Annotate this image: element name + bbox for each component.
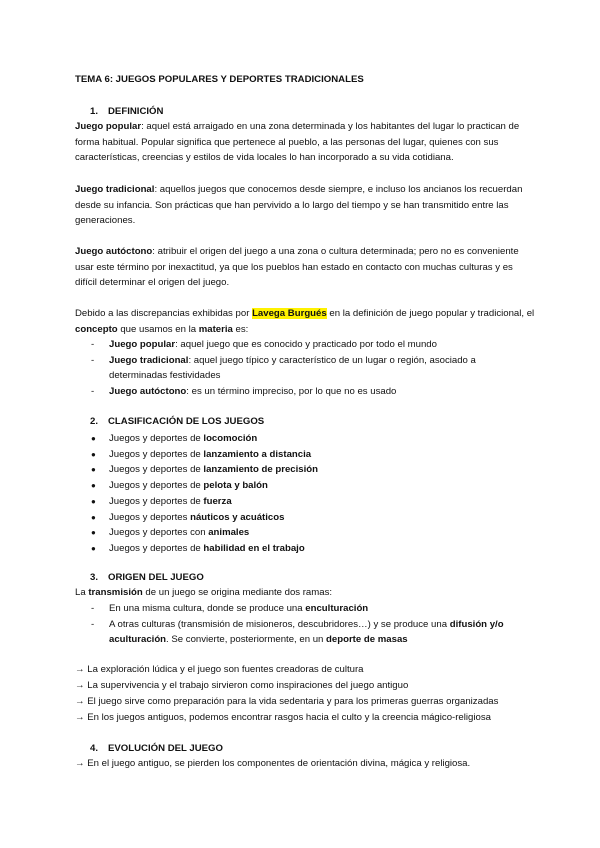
dash-marker: - — [91, 603, 95, 614]
section-title: ORIGEN DEL JUEGO — [108, 572, 204, 583]
bullet-icon: ● — [91, 434, 96, 443]
item-text: Juegos y deportes de — [109, 448, 204, 460]
term: Juego popular — [75, 121, 142, 132]
item-text: . Se convierte, posteriormente, en un — [166, 634, 327, 646]
arrow-statement: → En los juegos antiguos, podemos encontrar rasgos hacia el culto y la creencia mágico-religiosa — [75, 712, 491, 723]
definition-text: : aquellos juegos que conocemos desde siempre, e incluso los ancianos los recuerdan desde su infancia. Son prácticas que han pervivido a lo largo del tiempo y se han transmitido entre las generaciones. — [75, 184, 523, 227]
bullet-icon: ● — [91, 512, 96, 522]
item-text: Juegos y deportes de — [109, 480, 204, 492]
bold-term: náuticos y acuáticos — [190, 511, 285, 523]
item-text: : aquel juego que es conocido y practicado por todo el mundo — [175, 339, 437, 350]
definition-juego-tradicional — [75, 182, 535, 229]
section-3-heading — [90, 572, 204, 583]
dash-marker: - — [91, 354, 95, 366]
bold-term: materia — [198, 323, 233, 335]
section-title: DEFINICIÓN — [108, 106, 164, 117]
bullet-icon: ● — [91, 528, 96, 538]
item-text: Juegos y deportes de — [109, 464, 204, 476]
bullet-icon: ● — [91, 496, 96, 506]
highlighted-author: Lavega Burgués — [252, 308, 327, 319]
section-number: 3. — [90, 572, 99, 583]
list-item — [90, 617, 530, 648]
term: Juego autóctono — [75, 246, 153, 257]
list-item — [90, 353, 530, 384]
list-item — [90, 337, 530, 353]
text-segment: La — [75, 587, 89, 598]
document-title: TEMA 6: JUEGOS POPULARES Y DEPORTES TRADICIONALES — [75, 74, 364, 85]
list-item — [90, 541, 530, 557]
arrow-statement: → La supervivencia y el trabajo sirvieron como inspiraciones del juego antiguo — [75, 680, 409, 691]
list-item — [90, 478, 530, 494]
item-text: Juegos y deportes con — [109, 527, 209, 539]
definition-text: : atribuir el origen del juego a una zona o cultura determinada; pero no es conveniente usar este término por inexactitud, ya que los pueblos han estado en contacto con muchas culturas y es difícil determinar el origen del juego. — [75, 246, 519, 289]
discrepancias-paragraph — [75, 306, 535, 337]
dash-marker: - — [91, 618, 95, 630]
list-item — [90, 462, 530, 478]
bullet-icon: ● — [91, 465, 96, 475]
text-segment: en la definición de juego popular y tradicional, el — [326, 308, 535, 319]
transmision-dash-list — [90, 601, 530, 648]
item-text: Juegos y deportes de — [109, 542, 204, 554]
transmision-intro — [75, 585, 535, 601]
definition-text: : aquel está arraigado en una zona determinada y los habitantes del lugar lo practican de forma habitual. Popular significa que pertenece al pueblo, a las personas del lugar, quienes con sus características, creencias y estilos de vida locales lo han incorporado a su vida cotidiana. — [75, 121, 520, 164]
bold-term: pelota y balón — [203, 480, 268, 492]
bold-term: lanzamiento de precisión — [203, 464, 319, 476]
bold-term: habilidad en el trabajo — [203, 542, 305, 554]
item-text: Juegos y deportes de — [109, 495, 204, 507]
section-number: 2. — [90, 416, 99, 427]
item-text: Juegos y deportes de — [109, 433, 204, 444]
bold-term: concepto — [75, 323, 118, 335]
section-2-heading — [90, 416, 264, 427]
text-segment: que usamos en la — [117, 323, 199, 335]
text-segment: de un juego se origina mediante dos ramas: — [142, 587, 333, 598]
bold-term: deporte de masas — [326, 634, 408, 646]
list-item — [90, 494, 530, 510]
section-1-heading — [90, 106, 163, 117]
term: Juego tradicional — [109, 354, 189, 366]
item-text: : aquel juego típico y característico de un lugar o región, asociado a determinadas festividades — [109, 354, 476, 382]
bullet-icon: ● — [91, 543, 96, 553]
term: Juego popular — [109, 339, 176, 350]
dash-marker: - — [91, 386, 95, 398]
list-item — [90, 525, 530, 541]
bold-term: fuerza — [203, 495, 232, 507]
definition-juego-popular — [75, 119, 535, 166]
item-text: : es un término impreciso, por lo que no es usado — [186, 386, 397, 398]
term: Juego tradicional — [75, 184, 155, 195]
section-title: EVOLUCIÓN DEL JUEGO — [108, 743, 223, 754]
section-4-heading — [90, 743, 223, 754]
text-segment: Debido a las discrepancias exhibidas por — [75, 308, 253, 319]
item-text: Juegos y deportes — [109, 511, 191, 523]
list-item — [90, 601, 530, 617]
bold-term: transmisión — [88, 587, 143, 598]
bold-term: animales — [208, 527, 250, 539]
section-number: 4. — [90, 743, 99, 754]
classification-bullet-list — [90, 431, 530, 557]
bold-term: locomoción — [203, 433, 258, 444]
bold-term: difusión y/o aculturación — [109, 618, 504, 646]
definition-juego-autoctono — [75, 244, 535, 291]
concept-dash-list — [90, 337, 530, 400]
bold-term: enculturación — [305, 603, 369, 614]
dash-marker: - — [91, 339, 95, 350]
bold-term: lanzamiento a distancia — [203, 448, 312, 460]
arrow-statement: → En el juego antiguo, se pierden los componentes de orientación divina, mágica y religiosa. — [75, 758, 471, 769]
list-item — [90, 431, 530, 447]
bullet-icon: ● — [91, 481, 96, 491]
section-number: 1. — [90, 106, 99, 117]
bullet-icon: ● — [91, 449, 96, 459]
list-item — [90, 384, 530, 400]
list-item — [90, 447, 530, 463]
item-text: A otras culturas (transmisión de misioneros, descubridores…) y se produce una — [109, 618, 450, 630]
term: Juego autóctono — [109, 386, 187, 398]
arrow-statement: → La exploración lúdica y el juego son fuentes creadoras de cultura — [75, 664, 364, 675]
text-segment: es: — [232, 323, 249, 335]
arrow-statement: → El juego sirve como preparación para la vida sedentaria y para los primeras guerras organizadas — [75, 696, 499, 707]
list-item — [90, 510, 530, 526]
item-text: En una misma cultura, donde se produce una — [109, 603, 306, 614]
section-title: CLASIFICACIÓN DE LOS JUEGOS — [108, 416, 265, 427]
